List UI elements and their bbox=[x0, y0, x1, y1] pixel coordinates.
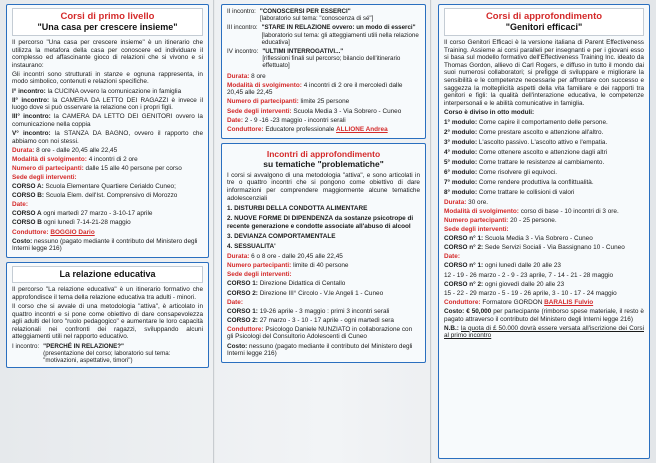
rel-numero: Numero di partecipanti: limite 25 persone bbox=[227, 98, 350, 106]
primo-livello-box bbox=[6, 4, 209, 258]
tematiche-box bbox=[221, 143, 426, 363]
topic-4: 4. SESSUALITA' bbox=[227, 243, 276, 251]
modulo-1: 1° modulo: Come capire il comportamento delle persone. bbox=[444, 118, 608, 126]
rel-conduttore: Conduttore: Educatore professionale ALLIONE Andrea bbox=[227, 125, 388, 133]
tem-durata: Durata: 6 o 8 ore - dalle 20,45 alle 22,45 bbox=[227, 253, 343, 261]
gen-nb: N.B.: la quota di £ 50.000 dovrà essere versata all'iscrizione dei Corsi al primo incontro bbox=[444, 324, 644, 340]
primo-date-b: CORSO B ogni lunedì 7-14-21-28 maggio bbox=[12, 219, 131, 227]
gen-conduttore: Conduttore: Formatore GORDON BARALIS Fulvio bbox=[444, 298, 594, 306]
tematiche-topics bbox=[227, 205, 420, 250]
tem-sede-1: CORSO 1: Direzione Didattica di Centallo bbox=[227, 280, 346, 288]
panel-genitori-efficaci bbox=[438, 2, 650, 461]
primo-durata: Durata: 8 ore - dalle 20,45 alle 22,45 bbox=[12, 146, 118, 154]
gen-date-1: CORSO n° 1: ogni lunedì dalle 20 alle 23 bbox=[444, 262, 561, 270]
tem-sede-2: CORSO 2: Direzione III° Circolo - V.le Angeli 1 - Cuneo bbox=[227, 289, 384, 297]
room-1: I° incontro: la CUCINA ovvero la comunicazione in famiglia bbox=[12, 87, 182, 95]
rel-date: Date: 2 - 9 -16 -23 maggio - incontri serali bbox=[227, 116, 346, 124]
fold-line-right bbox=[430, 0, 432, 463]
room-4: V° incontro: la STANZA DA BAGNO, ovvero il rapporto che abbiamo con noi stessi. bbox=[12, 130, 203, 145]
tem-numero: Numero partecipanti: limite di 40 persone bbox=[227, 262, 349, 270]
primo-livello-intro2: Gli incontri sono strutturati in stanze e ognuna rappresenta, in modo simbolico, contenuti e relazioni specifiche. bbox=[12, 70, 203, 86]
primo-livello-title: Corsi di primo livello bbox=[60, 11, 155, 22]
gen-modalita: Modalità di svolgimento: corso di base - 10 incontri di 3 ore. bbox=[444, 207, 619, 215]
modulo-6: 6° modulo: Come risolvere gli equivoci. bbox=[444, 168, 558, 176]
gen-sede-2: CORSO n° 2: Sede Servizi Sociali - Via Bassignano 10 - Cuneo bbox=[444, 244, 625, 252]
gen-costo: Costo: € 50,000 per partecipante (rimborso spese materiale, il resto è pagato attraverso il contributo del Ministero degli Interni legge 216) bbox=[444, 307, 644, 323]
gen-date-label: Date: bbox=[444, 253, 460, 261]
primo-livello-intro: Il percorso "Una casa per crescere insieme" è un itinerario che utilizza la metafora della casa per conoscere ed individuare il complesso ed affascinante gioco di relazioni che si vivono e si instaurano: bbox=[12, 39, 203, 69]
rel-modalita: Modalità di svolgimento: 4 incontri di 2 ore il mercoledì dalle 20,45 alle 22,45 bbox=[227, 81, 403, 97]
relazione-p2: Il corso che si avvale di una metodologia "attiva", è articolato in quattro incontri e si pone come obiettivo di dare consapevolezza agli adulti del loro "ruolo pedagogico" e aumentare le loro capacità relazionali nei confronti dei ragazzi, sviluppando alcuni atteggiamenti utili nel rapporto educativo. bbox=[12, 303, 203, 341]
gen-date-1-list: 12 - 19 - 26 marzo - 2 - 9 - 23 aprile, 7 - 14 - 21 - 28 maggio bbox=[444, 271, 614, 279]
tem-date-label: Date: bbox=[227, 298, 243, 306]
modulo-2: 2° modulo: Come prestare ascolto e attenzione all'altro. bbox=[444, 128, 604, 136]
genitori-intro: Il corso Genitori Efficaci è la versione italiana di Parent Effectiveness Training. Assieme ai corsi paralleli per insegnanti e per i giovani esso si basa sul modello formativo dell'Effectiveness Training Inc. ideato da Thomas Gordon, allievo di Carl Rogers, e diffuso in tutto il mondo dai suoi numerosi collaboratori; si prefigge di sviluppare e migliorare la sensibilità e le competenze necessarie per affrontare con successo e saggezza la molteplicità aspetti della vita familiare e dei rapporti tra genitori e figli: la qualità dell'interazione educativa, le competenze interpersonali e le abilità comunicative in famiglia. bbox=[444, 39, 644, 107]
tem-costo: Costo: nessuno (pagato mediante il contributo del Ministero degli Interni legge 216) bbox=[227, 342, 413, 358]
incontro-3: III incontro: "STARE IN RELAZIONE ovvero: un modo di esserci" [laboratorio sul tema: gli atteggiamenti utili nella relazione educativa] bbox=[227, 24, 419, 46]
incontri-relazione-box bbox=[221, 4, 426, 139]
room-3: III° incontro: la CAMERA DA LETTO DEI GENITORI ovvero la comunicazione nella coppia bbox=[12, 113, 203, 128]
moduli-label: Corso è diviso in otto moduli: bbox=[444, 109, 535, 117]
relazione-header bbox=[12, 266, 203, 283]
relazione-title: La relazione educativa bbox=[59, 269, 156, 280]
genitori-title: Corsi di approfondimento bbox=[485, 11, 603, 22]
topic-1: 1. DISTURBI DELLA CONDOTTA ALIMENTARE bbox=[227, 205, 368, 213]
tem-date-2: CORSO 2: 27 marzo - 3 - 10 - 17 aprile - ogni martedì sera bbox=[227, 316, 394, 324]
tem-conduttore: Conduttore: Psicologo Daniele NUNZIATO in collaborazione con gli Psicologi del Consultorio Adolescenti di Cuneo bbox=[227, 325, 413, 341]
tematiche-title: Incontri di approfondimento su tematiche "problematiche" bbox=[263, 148, 384, 169]
tem-sede-label: Sede degli interventi: bbox=[227, 271, 292, 279]
modulo-8: 8° modulo: Come trattare le collisioni di valori bbox=[444, 188, 575, 196]
relazione-incontro-1: I incontro: "PERCHÉ IN RELAZIONE?" (presentazione del corso; laboratorio sul tema: "motivazioni, aspettative, timori") bbox=[12, 342, 171, 364]
rel-durata: Durata: 8 ore bbox=[227, 72, 266, 80]
incontro-4: IV incontro: "ULTIMI INTERROGATIVI..." [riflessioni finali sul percorso; bilancio dell'itinerario effettuato] bbox=[227, 48, 401, 70]
gen-durata: Durata: 30 ore. bbox=[444, 198, 489, 206]
panel-incontri bbox=[221, 2, 426, 461]
genitori-box bbox=[438, 4, 650, 459]
gen-sede-1: CORSO n° 1: Scuola Media 3 - Via Sobrero - Cuneo bbox=[444, 235, 593, 243]
topic-3: 3. DEVIANZA COMPORTAMENTALE bbox=[227, 232, 336, 240]
primo-sede-b: CORSO B: Scuola Elem. dell'Ist. Comprensivo di Morozzo bbox=[12, 192, 178, 200]
primo-conduttore: Conduttore: BOGGIO Dario bbox=[12, 228, 95, 236]
relazione-p1: Il percorso "La relazione educativa" è un itinerario formativo che approfondisce il tema della relazione educativa tra adulti - minori. bbox=[12, 286, 203, 301]
topic-2: 2. NUOVE FORME DI DIPENDENZA da sostanze psicotrope di recente generazione e condotte associate all'abuso di alcool bbox=[227, 215, 414, 230]
gen-date-2: CORSO n° 2: ogni giovedì dalle 20 alle 23 bbox=[444, 280, 565, 288]
gen-numero: Numero partecipanti: 20 - 25 persone. bbox=[444, 217, 557, 224]
room-2: II° incontro: la CAMERA DA LETTO DEI RAGAZZI è invece il luogo dove si può osservare la relazione con i propri figli. bbox=[12, 96, 204, 112]
modulo-3: 3° modulo: L'ascolto passivo. L'ascolto attivo e l'empatia. bbox=[444, 138, 608, 146]
modulo-5: 5° modulo: Come trattare le resistenze al cambiamento. bbox=[444, 158, 605, 166]
primo-sede-a: CORSO A: Scuola Elementare Quartiere Cerialdo Cuneo; bbox=[12, 183, 176, 191]
primo-costo: Costo: nessuno (pagato mediante il contributo del Ministero degli Interni legge 216) bbox=[12, 237, 198, 253]
fold-line-left bbox=[213, 0, 215, 463]
tem-date-1: CORSO 1: 19-26 aprile - 3 maggio : primi 3 incontri serali bbox=[227, 307, 390, 315]
moduli-list bbox=[444, 119, 644, 196]
tematiche-intro: I corsi si avvalgono di una metodologia "attiva", e sono articolati in tre o quattro incontri che si pongono come obiettivo di dare informazioni per comprendere maggiormente alcune tematiche adolescenziali bbox=[227, 171, 420, 202]
incontro-2: II incontro: "CONOSCERSI PER ESSERCI" [laboratorio sul tema: "conoscenza di sé"] bbox=[227, 8, 374, 23]
primo-numero: Numero di partecipanti: dalle 15 alle 40 persone per corso bbox=[12, 164, 182, 172]
genitori-subtitle: "Genitori efficaci" bbox=[505, 22, 583, 32]
panel-primo-livello bbox=[6, 2, 209, 461]
relazione-educativa-box bbox=[6, 262, 209, 368]
primo-date-label: Date: bbox=[12, 201, 28, 209]
primo-livello-header bbox=[12, 8, 203, 36]
primo-modalita: Modalità di svolgimento: 4 incontri di 2 ore bbox=[12, 155, 138, 163]
genitori-header bbox=[444, 8, 644, 36]
modulo-4: 4° modulo: Come ottenere ascolto e attenzione dagli altri bbox=[444, 148, 608, 156]
primo-sede-label: Sede degli interventi: bbox=[12, 174, 77, 181]
gen-date-2-list: 15 - 22 - 29 marzo - 5 - 19 - 26 aprile, 3 - 10 - 17 - 24 maggio bbox=[444, 289, 617, 297]
primo-livello-subtitle: "Una casa per crescere insieme" bbox=[37, 22, 178, 32]
rel-sede: Sede degli interventi: Scuola Media 3 - Via Sobrero - Cuneo bbox=[227, 107, 402, 115]
gen-sede-label: Sede degli interventi: bbox=[444, 226, 509, 234]
modulo-7: 7° modulo: Come rendere produttiva la conflittualità. bbox=[444, 178, 594, 186]
primo-date-a: CORSO A ogni martedì 27 marzo - 3-10-17 aprile bbox=[12, 210, 153, 218]
